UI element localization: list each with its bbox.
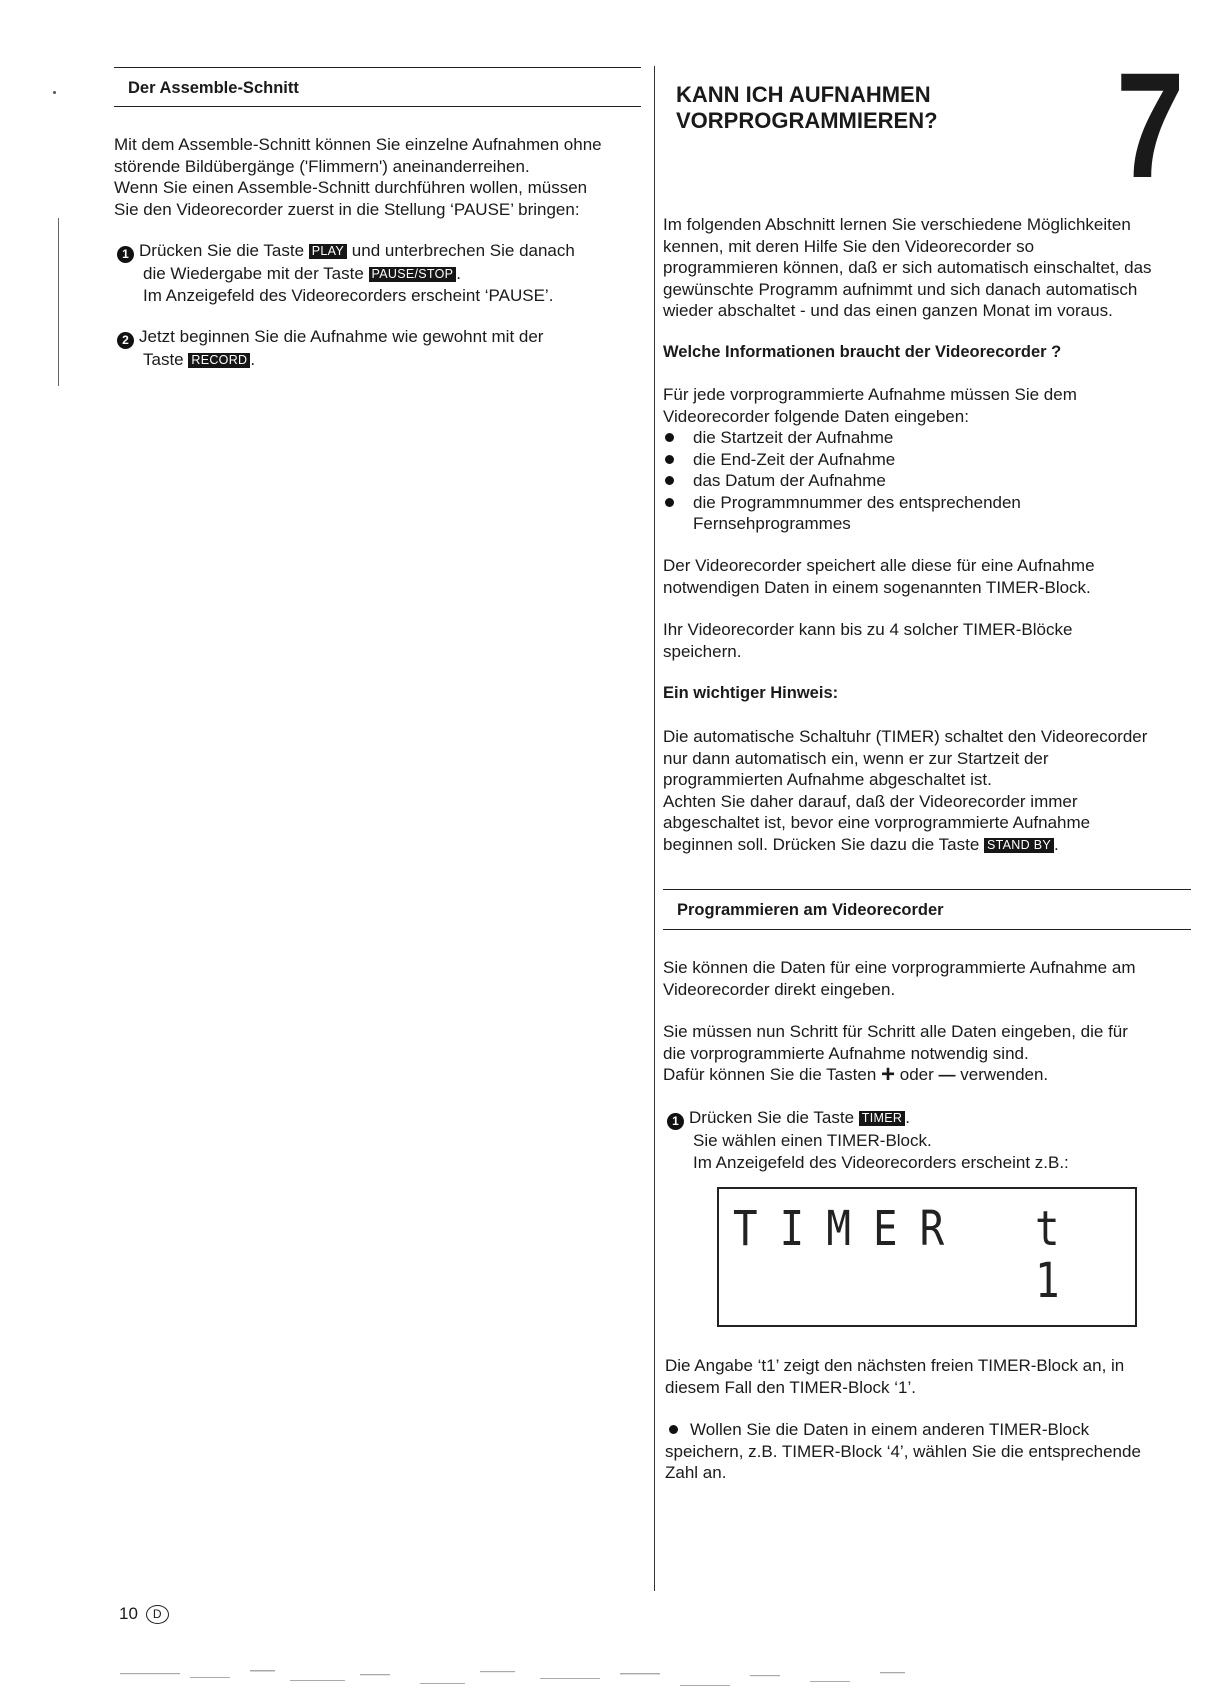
- assemble-step-1: 1 Drücken Sie die Taste PLAY und unterbrechen Sie danach die Wiedergabe mit der Taste PAUSE/STOP . Im Anzeigefeld des Videorecorders erscheint ‘PAUSE’.: [117, 240, 657, 306]
- other-block-text: Wollen Sie die Daten in einem anderen TIMER-Block speichern, z.B. TIMER-Block ‘4’, wählen Sie die entsprechende Zahl an.: [665, 1420, 1141, 1482]
- bullet-icon: [665, 455, 674, 464]
- section-title-assemble: Der Assemble-Schnitt: [128, 79, 299, 97]
- capacity-text: Ihr Videorecorder kann bis zu 4 solcher TIMER-Blöcke speichern.: [663, 620, 1073, 661]
- note-heading: Ein wichtiger Hinweis:: [663, 684, 839, 702]
- record-key-label: RECORD: [188, 353, 250, 368]
- margin-mark: [58, 218, 59, 386]
- section-rule-bottom: [114, 106, 641, 107]
- page-number: 10: [119, 1604, 138, 1623]
- list-item: das Datum der Aufnahme: [663, 470, 1203, 492]
- prog-text-1: Sie können die Daten für eine vorprogrammierte Aufnahme am Videorecorder direkt eingeben.: [663, 958, 1136, 999]
- plus-key-icon: +: [881, 1061, 896, 1088]
- section-rule-top: [663, 889, 1191, 890]
- store-text: Der Videorecorder speichert alle diese für eine Aufnahme notwendigen Daten in einem sogenannten TIMER-Block.: [663, 556, 1095, 597]
- t1-text: Die Angabe ‘t1’ zeigt den nächsten freien TIMER-Block an, in diesem Fall den TIMER-Block ‘1’.: [665, 1356, 1125, 1397]
- vcr-display: [717, 1187, 1137, 1327]
- chapter-number: 7: [1116, 41, 1185, 209]
- prog-step-1: 1 Drücken Sie die Taste TIMER . Sie wählen einen TIMER-Block. Im Anzeigefeld des Videorecorders erscheint z.B.:: [667, 1107, 1207, 1173]
- prog-text-2: Sie müssen nun Schritt für Schritt alle Daten eingeben, die für die vorprogrammierte Aufnahme notwendig sind. Dafür können Sie die Tasten + oder — verwenden.: [663, 1022, 1128, 1088]
- timer-key-label: TIMER: [859, 1111, 905, 1126]
- bullet-icon: [669, 1425, 678, 1434]
- assemble-step-2: 2 Jetzt beginnen Sie die Aufnahme wie gewohnt mit der Taste RECORD .: [117, 326, 657, 371]
- display-text-timer: TIMER: [733, 1201, 967, 1257]
- bullet-icon: [665, 498, 674, 507]
- minus-key-icon: —: [938, 1065, 956, 1084]
- info-bullet-list: [663, 427, 1203, 535]
- scan-noise: [120, 1665, 940, 1695]
- bullet-icon: [665, 476, 674, 485]
- list-item: die Startzeit der Aufnahme: [663, 427, 1203, 449]
- pause-stop-key-label: PAUSE/STOP: [369, 267, 457, 282]
- display-text-block: t 1: [1035, 1201, 1065, 1309]
- bullet-icon: [665, 433, 674, 442]
- section-title-programming: Programmieren am Videorecorder: [677, 901, 944, 919]
- step-number-1-icon: 1: [117, 246, 134, 263]
- list-item: die End-Zeit der Aufnahme: [663, 449, 1203, 471]
- language-badge: D: [146, 1605, 169, 1624]
- note-text: Die automatische Schaltuhr (TIMER) schaltet den Videorecorder nur dann automatisch ein, wenn er zur Startzeit der programmierten Aufnahme abgeschaltet ist. Achten Sie daher darauf, daß der Videorecorder immer abgeschaltet ist, bevor eine vorprogrammierte Aufnahme beginnen soll. Drücken Sie dazu die Taste STAND BY .: [663, 727, 1148, 854]
- info-heading: Welche Informationen braucht der Videorecorder ?: [663, 343, 1062, 361]
- step-number-1-icon: 1: [667, 1113, 684, 1130]
- play-key-label: PLAY: [309, 244, 347, 259]
- page-footer: [119, 1603, 169, 1625]
- chapter-intro: Im folgenden Abschnitt lernen Sie verschiedene Möglichkeiten kennen, mit deren Hilfe Sie den Videorecorder so programmieren können, daß er sich automatisch einschaltet, das gewünschte Programm aufnimmt und sich danach automatisch wieder abschaltet - und das einen ganzen Monat im voraus.: [663, 215, 1152, 320]
- margin-dot: [53, 91, 56, 94]
- section-rule-top: [114, 67, 641, 68]
- standby-key-label: STAND BY: [984, 838, 1054, 853]
- section-rule-bottom: [663, 929, 1191, 930]
- step-number-2-icon: 2: [117, 332, 134, 349]
- chapter-title: KANN ICH AUFNAHMEN VORPROGRAMMIEREN?: [676, 82, 938, 133]
- assemble-intro: Mit dem Assemble-Schnitt können Sie einzelne Aufnahmen ohne störende Bildübergänge ('Flimmern') aneinanderreihen. Wenn Sie einen Assemble-Schnitt durchführen wollen, müssen Sie den Videorecorder zuerst in die Stellung ‘PAUSE’ bringen:: [114, 135, 602, 219]
- info-block: Für jede vorprogrammierte Aufnahme müssen Sie dem Videorecorder folgende Daten eingeben: die Startzeit der Aufnahme die End-Zeit der Aufnahme das Datum der Aufnahme die Programmnummer des entsprechenden Fernsehprogrammes: [663, 384, 1203, 535]
- list-item: die Programmnummer des entsprechenden Fernsehprogrammes: [663, 492, 1203, 535]
